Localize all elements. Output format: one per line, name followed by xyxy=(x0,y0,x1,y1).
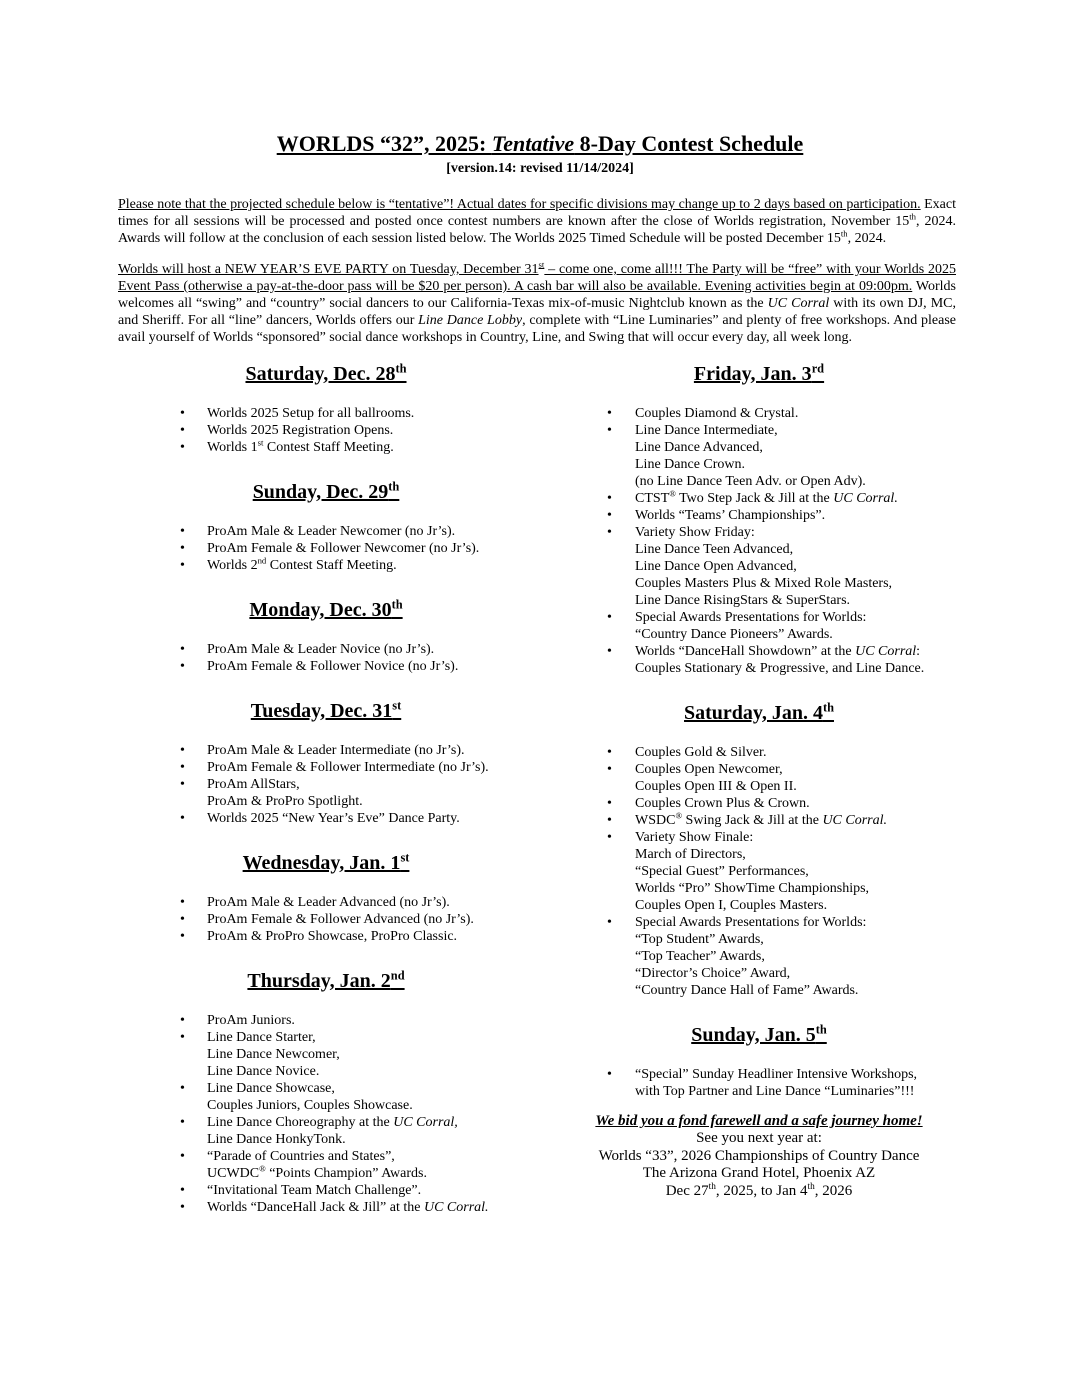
text-line xyxy=(207,523,522,540)
text-segment: ProAm AllStars, xyxy=(207,777,300,792)
text-line xyxy=(635,541,948,558)
text-line xyxy=(207,641,522,658)
list-item xyxy=(130,928,522,945)
text-segment: st xyxy=(538,259,545,270)
day-heading-text xyxy=(684,702,834,724)
text-line xyxy=(635,626,948,643)
text-segment: Wednesday, Jan. 1 xyxy=(242,852,401,874)
text-line xyxy=(635,422,948,439)
page-title-text xyxy=(277,131,804,156)
text-segment: Dec 27 xyxy=(665,1182,709,1199)
list-item xyxy=(130,776,522,810)
text-segment: “Director’s Choice” Award, xyxy=(635,966,791,981)
text-segment: “Top Teacher” Awards, xyxy=(635,949,765,964)
day-items xyxy=(570,744,948,999)
text-segment: UC Corral xyxy=(767,296,830,311)
list-item xyxy=(570,643,948,677)
list-item xyxy=(130,810,522,827)
text-line xyxy=(635,744,948,761)
day-items xyxy=(130,742,522,827)
text-line xyxy=(207,911,522,928)
day-heading xyxy=(570,1023,948,1047)
list-item xyxy=(570,795,948,812)
day-heading-text xyxy=(243,852,410,874)
page-title xyxy=(0,0,1080,157)
text-segment: , complete with “Line Luminaries” and plenty of free workshops. And please avail yourself of Worlds “sponsored” social dance workshops in Country, Line, and Swing that will occur every day, all week long. xyxy=(118,313,956,345)
text-line xyxy=(207,557,522,574)
text-segment: ProAm Female & Follower Advanced (no Jr’s). xyxy=(207,912,474,927)
text-segment: , 2024. Awards will follow at the conclusion of each session listed below. The Worlds 2025 Timed Schedule will be posted December 15 xyxy=(118,214,956,246)
list-item xyxy=(130,911,522,928)
text-line xyxy=(635,846,948,863)
list-item xyxy=(130,1114,522,1148)
day-items xyxy=(130,641,522,675)
day-heading-text xyxy=(253,481,400,503)
text-segment: Sunday, Jan. 5 xyxy=(691,1024,816,1046)
text-segment: Variety Show Friday: xyxy=(635,525,755,540)
text-segment: with Top Partner and Line Dance “Luminaries”!!! xyxy=(635,1084,915,1099)
text-line xyxy=(635,880,948,897)
list-item xyxy=(570,812,948,829)
text-segment: Couples Open III & Open II. xyxy=(635,779,797,794)
text-line xyxy=(635,456,948,473)
list-item xyxy=(130,1199,522,1216)
list-item xyxy=(130,1182,522,1199)
text-segment: Couples Crown Plus & Crown. xyxy=(635,796,810,811)
text-segment: CTST xyxy=(635,491,670,506)
text-segment: Worlds 2025 Registration Opens. xyxy=(207,423,394,438)
text-segment: Couples Gold & Silver. xyxy=(635,745,767,760)
text-line xyxy=(635,1083,948,1100)
list-item xyxy=(570,405,948,422)
text-segment: ® xyxy=(259,1163,266,1174)
text-segment: Couples Masters Plus & Mixed Role Masters, xyxy=(635,576,893,591)
text-line xyxy=(207,540,522,557)
text-segment: The Arizona Grand Hotel, Phoenix AZ xyxy=(642,1165,876,1181)
text-line xyxy=(207,1097,522,1114)
text-segment: : xyxy=(916,644,921,659)
text-segment: st xyxy=(392,698,402,713)
list-item xyxy=(570,761,948,795)
text-line xyxy=(635,965,948,982)
text-line xyxy=(207,439,522,456)
day-heading xyxy=(570,701,948,725)
day-heading xyxy=(130,699,522,723)
text-segment: Line Dance Novice. xyxy=(207,1064,320,1079)
list-item xyxy=(570,507,948,524)
day-heading xyxy=(570,362,948,386)
text-segment: Line Dance Lobby xyxy=(418,313,523,328)
text-line xyxy=(207,1080,522,1097)
day-heading xyxy=(130,851,522,875)
text-segment: ProAm Female & Follower Novice (no Jr’s). xyxy=(207,659,459,674)
text-segment: Please note that the projected schedule below is “tentative”! Actual dates for specific divisions may change up to 2 days based on participation. xyxy=(118,197,921,212)
text-line xyxy=(635,592,948,609)
farewell-line xyxy=(570,1112,948,1130)
text-segment: – come one, come all!!! The Party will be “free” with your Worlds 2025 Event Pass (otherwise a pay-at-the-door pass will be $20 per person). A cash bar will also be available. Evening activities begin at 09:00pm. xyxy=(118,262,956,294)
list-item xyxy=(570,422,948,490)
text-segment: Saturday, Jan. 4 xyxy=(684,702,823,724)
text-line xyxy=(635,609,948,626)
text-segment: Worlds welcomes all “swing” and “country” social dancers to our California-Texas mix-of-music Nightclub known as the xyxy=(118,279,956,311)
text-segment: “Special” Sunday Headliner Intensive Workshops, xyxy=(635,1067,918,1082)
day-heading-text xyxy=(694,363,824,385)
text-segment: with its own DJ, MC, and Sheriff. For all “line” dancers, Worlds offers our xyxy=(118,296,956,328)
text-line xyxy=(207,405,522,422)
text-segment: Line Dance Choreography at the xyxy=(207,1115,394,1130)
list-item xyxy=(130,439,522,456)
text-line xyxy=(207,1063,522,1080)
text-segment: , 2025, to Jan 4 xyxy=(715,1182,808,1199)
text-line xyxy=(570,1148,948,1166)
text-segment: Worlds 2025 Setup for all ballrooms. xyxy=(207,406,415,421)
text-segment: UC Corral xyxy=(855,644,917,659)
text-line xyxy=(207,1199,522,1216)
text-segment: Worlds “DanceHall Showdown” at the xyxy=(635,644,856,659)
text-segment: Special Awards Presentations for Worlds: xyxy=(635,915,867,930)
text-segment: Worlds 2025 “New Year’s Eve” Dance Party. xyxy=(207,811,460,826)
text-segment: ProAm Female & Follower Newcomer (no Jr’s). xyxy=(207,541,480,556)
text-segment: Friday, Jan. 3 xyxy=(693,363,812,385)
text-segment: Line Dance Advanced, xyxy=(635,440,763,455)
text-segment: UC Corral, xyxy=(393,1115,458,1130)
list-item xyxy=(130,641,522,658)
text-segment: Worlds 2 xyxy=(207,558,258,573)
text-segment: ® xyxy=(675,810,683,821)
text-segment: UC Corral. xyxy=(423,1200,489,1215)
text-segment: Monday, Dec. 30 xyxy=(249,599,392,621)
text-line xyxy=(635,558,948,575)
text-segment: th xyxy=(840,228,848,239)
text-segment: See you next year at: xyxy=(696,1130,822,1146)
day-items xyxy=(570,405,948,677)
list-item xyxy=(130,405,522,422)
text-line xyxy=(207,759,522,776)
text-segment: st xyxy=(257,437,264,448)
day-items xyxy=(130,523,522,574)
text-line xyxy=(207,810,522,827)
text-segment: th xyxy=(388,479,400,494)
list-item xyxy=(130,1080,522,1114)
list-item xyxy=(130,742,522,759)
text-segment: WORLDS “32”, 2025: xyxy=(276,131,492,156)
text-segment: Line Dance Intermediate, xyxy=(635,423,778,438)
text-segment: Saturday, Dec. 28 xyxy=(245,363,396,385)
text-segment: Special Awards Presentations for Worlds: xyxy=(635,610,867,625)
text-segment: “Special Guest” Performances, xyxy=(635,864,809,879)
text-line xyxy=(635,473,948,490)
text-line xyxy=(635,761,948,778)
text-segment: “Top Student” Awards, xyxy=(635,932,764,947)
text-segment: “Invitational Team Match Challenge”. xyxy=(207,1183,422,1198)
text-segment: Couples Juniors, Couples Showcase. xyxy=(207,1098,413,1113)
text-segment: rd xyxy=(811,361,825,376)
text-line xyxy=(207,1182,522,1199)
list-item xyxy=(130,540,522,557)
text-segment: Line Dance HonkyTonk. xyxy=(207,1132,346,1147)
text-line xyxy=(635,863,948,880)
list-item xyxy=(130,1029,522,1080)
list-item xyxy=(130,759,522,776)
text-segment: Tuesday, Dec. 31 xyxy=(250,700,393,722)
text-line xyxy=(570,1183,948,1201)
text-segment: Tentative xyxy=(491,131,575,156)
text-segment: , 2024. xyxy=(847,231,887,246)
text-segment: Line Dance Open Advanced, xyxy=(635,559,797,574)
list-item xyxy=(130,422,522,439)
text-segment: (no Line Dance Teen Adv. or Open Adv). xyxy=(635,474,866,489)
day-items xyxy=(570,1066,948,1100)
text-segment: “Points Champion” Awards. xyxy=(265,1166,427,1181)
text-segment: th xyxy=(807,1181,815,1192)
list-item xyxy=(570,524,948,609)
text-segment: “Parade of Countries and States”, xyxy=(207,1149,395,1164)
text-line xyxy=(635,439,948,456)
text-line xyxy=(635,914,948,931)
intro-paragraph-1 xyxy=(118,196,956,247)
text-line xyxy=(570,1130,948,1148)
text-segment: Line Dance Starter, xyxy=(207,1030,316,1045)
list-item xyxy=(130,557,522,574)
text-segment: March of Directors, xyxy=(635,847,746,862)
version-subtitle: [version.14: revised 11/14/2024] xyxy=(446,161,634,176)
next-year-info xyxy=(570,1130,948,1200)
text-line xyxy=(635,948,948,965)
text-segment: UC Corral. xyxy=(822,813,888,828)
text-line xyxy=(570,1165,948,1183)
text-line xyxy=(207,658,522,675)
text-line xyxy=(635,507,948,524)
text-line xyxy=(635,1066,948,1083)
text-segment: Worlds 1 xyxy=(207,440,258,455)
text-segment: ProAm & ProPro Spotlight. xyxy=(207,794,363,809)
text-segment: Swing Jack & Jill at the xyxy=(682,813,823,828)
farewell-text: We bid you a fond farewell and a safe journey home! xyxy=(595,1113,923,1129)
text-line xyxy=(207,1029,522,1046)
text-segment: WSDC xyxy=(635,813,676,828)
text-segment: Couples Open Newcomer, xyxy=(635,762,783,777)
schedule-column-right-sections xyxy=(570,362,948,1100)
text-segment: ProAm Male & Leader Newcomer (no Jr’s). xyxy=(207,524,456,539)
text-line xyxy=(635,524,948,541)
text-segment: th xyxy=(815,1022,827,1037)
list-item xyxy=(570,609,948,643)
text-line xyxy=(635,405,948,422)
text-segment: st xyxy=(400,850,410,865)
text-line xyxy=(635,812,948,829)
day-items xyxy=(130,405,522,456)
text-line xyxy=(635,829,948,846)
day-heading-text xyxy=(251,700,401,722)
text-segment: ProAm & ProPro Showcase, ProPro Classic. xyxy=(207,929,458,944)
text-segment: th xyxy=(909,211,916,222)
text-segment: th xyxy=(708,1181,716,1192)
schedule-column-left xyxy=(130,362,522,1216)
text-segment: “Country Dance Hall of Fame” Awards. xyxy=(635,983,859,998)
day-heading-text xyxy=(249,599,402,621)
text-line xyxy=(207,1131,522,1148)
text-line xyxy=(207,793,522,810)
day-heading-text xyxy=(247,970,404,992)
text-segment: ProAm Male & Leader Advanced (no Jr’s). xyxy=(207,895,450,910)
text-line xyxy=(207,422,522,439)
day-heading xyxy=(130,362,522,386)
text-line xyxy=(207,1165,522,1182)
text-line xyxy=(207,1046,522,1063)
text-line xyxy=(635,778,948,795)
text-segment: th xyxy=(395,361,407,376)
day-items xyxy=(130,894,522,945)
text-segment: Variety Show Finale: xyxy=(635,830,754,845)
text-segment: Worlds “Teams’ Championships”. xyxy=(635,508,826,523)
text-segment: ProAm Juniors. xyxy=(207,1013,295,1028)
text-segment: ® xyxy=(669,488,676,499)
text-segment: Line Dance Showcase, xyxy=(207,1081,335,1096)
text-segment: ProAm Male & Leader Novice (no Jr’s). xyxy=(207,642,435,657)
text-line xyxy=(207,894,522,911)
day-heading xyxy=(130,969,522,993)
list-item xyxy=(570,829,948,914)
text-line xyxy=(207,1114,522,1131)
text-segment: Exact times for all sessions will be processed and posted once contest numbers are known after the close of Worlds registration, November 15 xyxy=(118,197,957,229)
text-line xyxy=(207,928,522,945)
day-heading xyxy=(130,480,522,504)
intro-paragraph-2 xyxy=(118,261,956,346)
day-items xyxy=(130,1012,522,1216)
list-item xyxy=(130,1148,522,1182)
text-segment: ProAm Female & Follower Intermediate (no Jr’s). xyxy=(207,760,489,775)
list-item xyxy=(570,914,948,999)
list-item xyxy=(130,658,522,675)
list-item xyxy=(570,1066,948,1100)
text-segment: Two Step Jack & Jill at the xyxy=(675,491,834,506)
text-segment: nd xyxy=(257,555,267,566)
text-segment: Thursday, Jan. 2 xyxy=(247,970,391,992)
text-segment: Worlds “Pro” ShowTime Championships, xyxy=(635,881,870,896)
text-segment: Line Dance RisingStars & SuperStars. xyxy=(635,593,851,608)
text-segment: Couples Open I, Couples Masters. xyxy=(635,898,828,913)
text-segment: Line Dance Newcomer, xyxy=(207,1047,340,1062)
text-line xyxy=(635,982,948,999)
schedule-column-right xyxy=(570,362,948,1200)
text-line xyxy=(207,776,522,793)
day-heading xyxy=(130,598,522,622)
text-segment: Couples Diamond & Crystal. xyxy=(635,406,799,421)
text-line xyxy=(635,643,948,660)
text-segment: “Country Dance Pioneers” Awards. xyxy=(635,627,833,642)
text-segment: UC Corral. xyxy=(833,491,898,506)
text-line xyxy=(635,931,948,948)
text-segment: Sunday, Dec. 29 xyxy=(252,481,389,503)
text-segment: Worlds “DanceHall Jack & Jill” at the xyxy=(207,1200,424,1215)
list-item xyxy=(570,490,948,507)
text-segment: 8-Day Contest Schedule xyxy=(574,131,804,156)
day-heading-text xyxy=(245,363,406,385)
day-heading-text xyxy=(691,1024,827,1046)
text-segment: Contest Staff Meeting. xyxy=(263,440,394,455)
list-item xyxy=(130,523,522,540)
text-segment: Couples Stationary & Progressive, and Line Dance. xyxy=(635,661,925,676)
text-segment: Line Dance Crown. xyxy=(635,457,746,472)
text-line xyxy=(635,575,948,592)
text-line xyxy=(635,660,948,677)
text-segment: Contest Staff Meeting. xyxy=(266,558,397,573)
text-segment: Worlds “33”, 2026 Championships of Country Dance xyxy=(598,1147,920,1164)
text-segment: th xyxy=(391,597,403,612)
text-line xyxy=(207,742,522,759)
text-segment: nd xyxy=(390,968,405,983)
list-item xyxy=(570,744,948,761)
text-segment: Worlds will host a NEW YEAR’S EVE PARTY on Tuesday, December 31 xyxy=(118,262,539,277)
text-line xyxy=(207,1012,522,1029)
text-segment: , 2026 xyxy=(814,1182,853,1199)
text-line xyxy=(207,1148,522,1165)
text-line xyxy=(635,490,948,507)
list-item xyxy=(130,894,522,911)
text-segment: Line Dance Teen Advanced, xyxy=(635,542,794,557)
text-segment: UCWDC xyxy=(207,1166,260,1181)
text-segment: ProAm Male & Leader Intermediate (no Jr’s). xyxy=(207,743,465,758)
list-item xyxy=(130,1012,522,1029)
text-segment: th xyxy=(822,700,834,715)
text-line xyxy=(635,897,948,914)
